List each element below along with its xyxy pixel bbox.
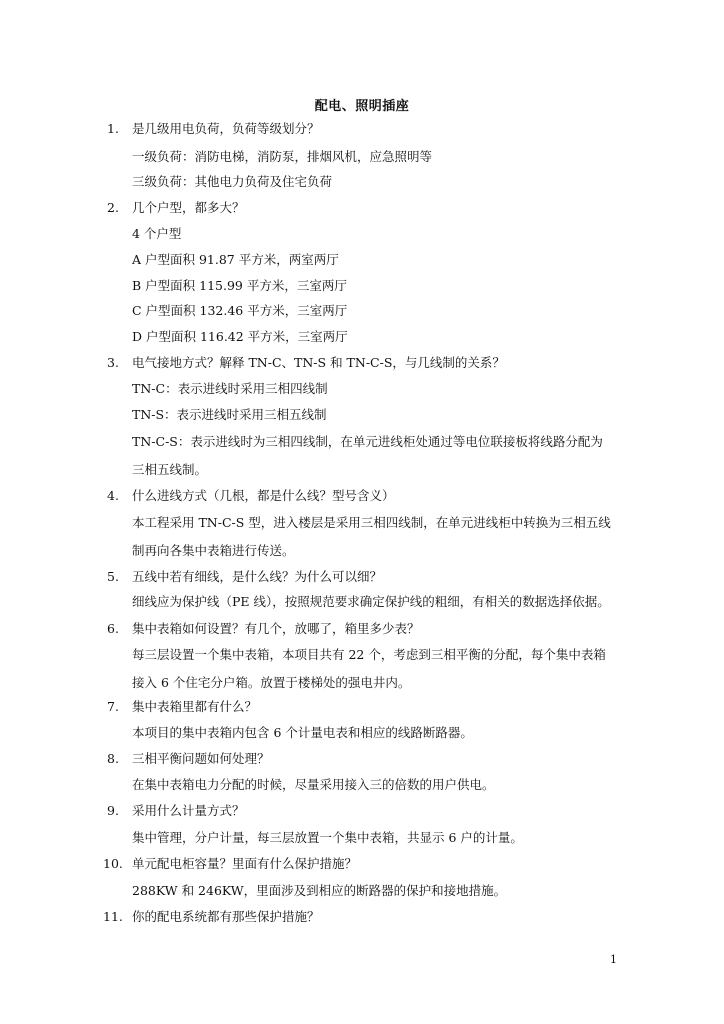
answer-text: TN-C：表示进线时采用三相四线制 bbox=[132, 381, 328, 396]
answer-text: B 户型面积 115.99 平方米，三室两厅 bbox=[132, 278, 347, 293]
item-number: 3. bbox=[107, 355, 119, 370]
answer-text: 集中管理，分户计量，每三层放置一个集中表箱，共显示 6 户的计量。 bbox=[132, 830, 523, 845]
item-number: 7. bbox=[107, 699, 119, 714]
question-text: 集中表箱如何设置？有几个，放哪了，箱里多少表？ bbox=[132, 621, 420, 636]
answer-text: 三级负荷：其他电力负荷及住宅负荷 bbox=[132, 174, 333, 189]
answer-text: D 户型面积 116.42 平方米，三室两厅 bbox=[132, 329, 348, 344]
answer-text: 4 个户型 bbox=[132, 226, 182, 241]
question-text: 电气接地方式？解释 TN-C、TN-S 和 TN-C-S，与几线制的关系？ bbox=[132, 355, 505, 370]
item-number: 1. bbox=[107, 121, 119, 136]
answer-text: A 户型面积 91.87 平方米，两室两厅 bbox=[132, 252, 339, 267]
answer-text: 三相五线制。 bbox=[132, 462, 208, 477]
item-number: 4. bbox=[107, 488, 119, 503]
answer-text: 本工程采用 TN-C-S 型，进入楼层是采用三相四线制，在单元进线柜中转换为三相五线 bbox=[132, 515, 611, 530]
page-number: 1 bbox=[610, 953, 617, 966]
answer-text: 一级负荷：消防电梯，消防泵，排烟风机，应急照明等 bbox=[132, 149, 433, 164]
answer-text: 在集中表箱电力分配的时候，尽量采用接入三的倍数的用户供电。 bbox=[132, 777, 495, 792]
item-number: 2. bbox=[107, 200, 119, 215]
question-text: 集中表箱里都有什么？ bbox=[132, 699, 258, 714]
answer-text: TN-S：表示进线时采用三相五线制 bbox=[132, 407, 327, 422]
item-number: 8. bbox=[107, 751, 119, 766]
item-number: 11. bbox=[103, 909, 123, 924]
question-text: 是几级用电负荷，负荷等级划分？ bbox=[132, 121, 320, 136]
answer-text: 本项目的集中表箱内包含 6 个计量电表和相应的线路断路器。 bbox=[132, 725, 473, 740]
question-text: 五线中若有细线，是什么线？为什么可以细？ bbox=[132, 569, 383, 584]
question-text: 什么进线方式（几根，都是什么线？型号含义） bbox=[132, 488, 395, 503]
answer-text: 每三层设置一个集中表箱，本项目共有 22 个，考虑到三相平衡的分配，每个集中表箱 bbox=[132, 647, 606, 662]
answer-text: 制再向各集中表箱进行传送。 bbox=[132, 543, 295, 558]
answer-text: C 户型面积 132.46 平方米，三室两厅 bbox=[132, 303, 348, 318]
page-title: 配电、照明插座 bbox=[314, 99, 410, 114]
answer-text: 288KW 和 246KW，里面涉及到相应的断路器的保护和接地措施。 bbox=[132, 883, 507, 898]
item-number: 5. bbox=[107, 569, 119, 584]
question-text: 几个户型，都多大？ bbox=[132, 200, 245, 215]
question-text: 采用什么计量方式？ bbox=[132, 803, 245, 818]
item-number: 6. bbox=[107, 621, 119, 636]
answer-text: 细线应为保护线（PE 线），按照规范要求确定保护线的粗细，有相关的数据选择依据。 bbox=[132, 594, 610, 609]
question-text: 三相平衡问题如何处理？ bbox=[132, 751, 270, 766]
question-text: 单元配电柜容量？里面有什么保护措施？ bbox=[132, 856, 358, 871]
answer-text: 接入 6 个住宅分户箱。放置于楼梯处的强电井内。 bbox=[132, 675, 411, 690]
item-number: 9. bbox=[107, 803, 119, 818]
answer-text: TN-C-S：表示进线时为三相四线制，在单元进线柜处通过等电位联接板将线路分配为 bbox=[132, 434, 603, 449]
question-text: 你的配电系统都有那些保护措施？ bbox=[132, 909, 320, 924]
item-number: 10. bbox=[103, 856, 123, 871]
